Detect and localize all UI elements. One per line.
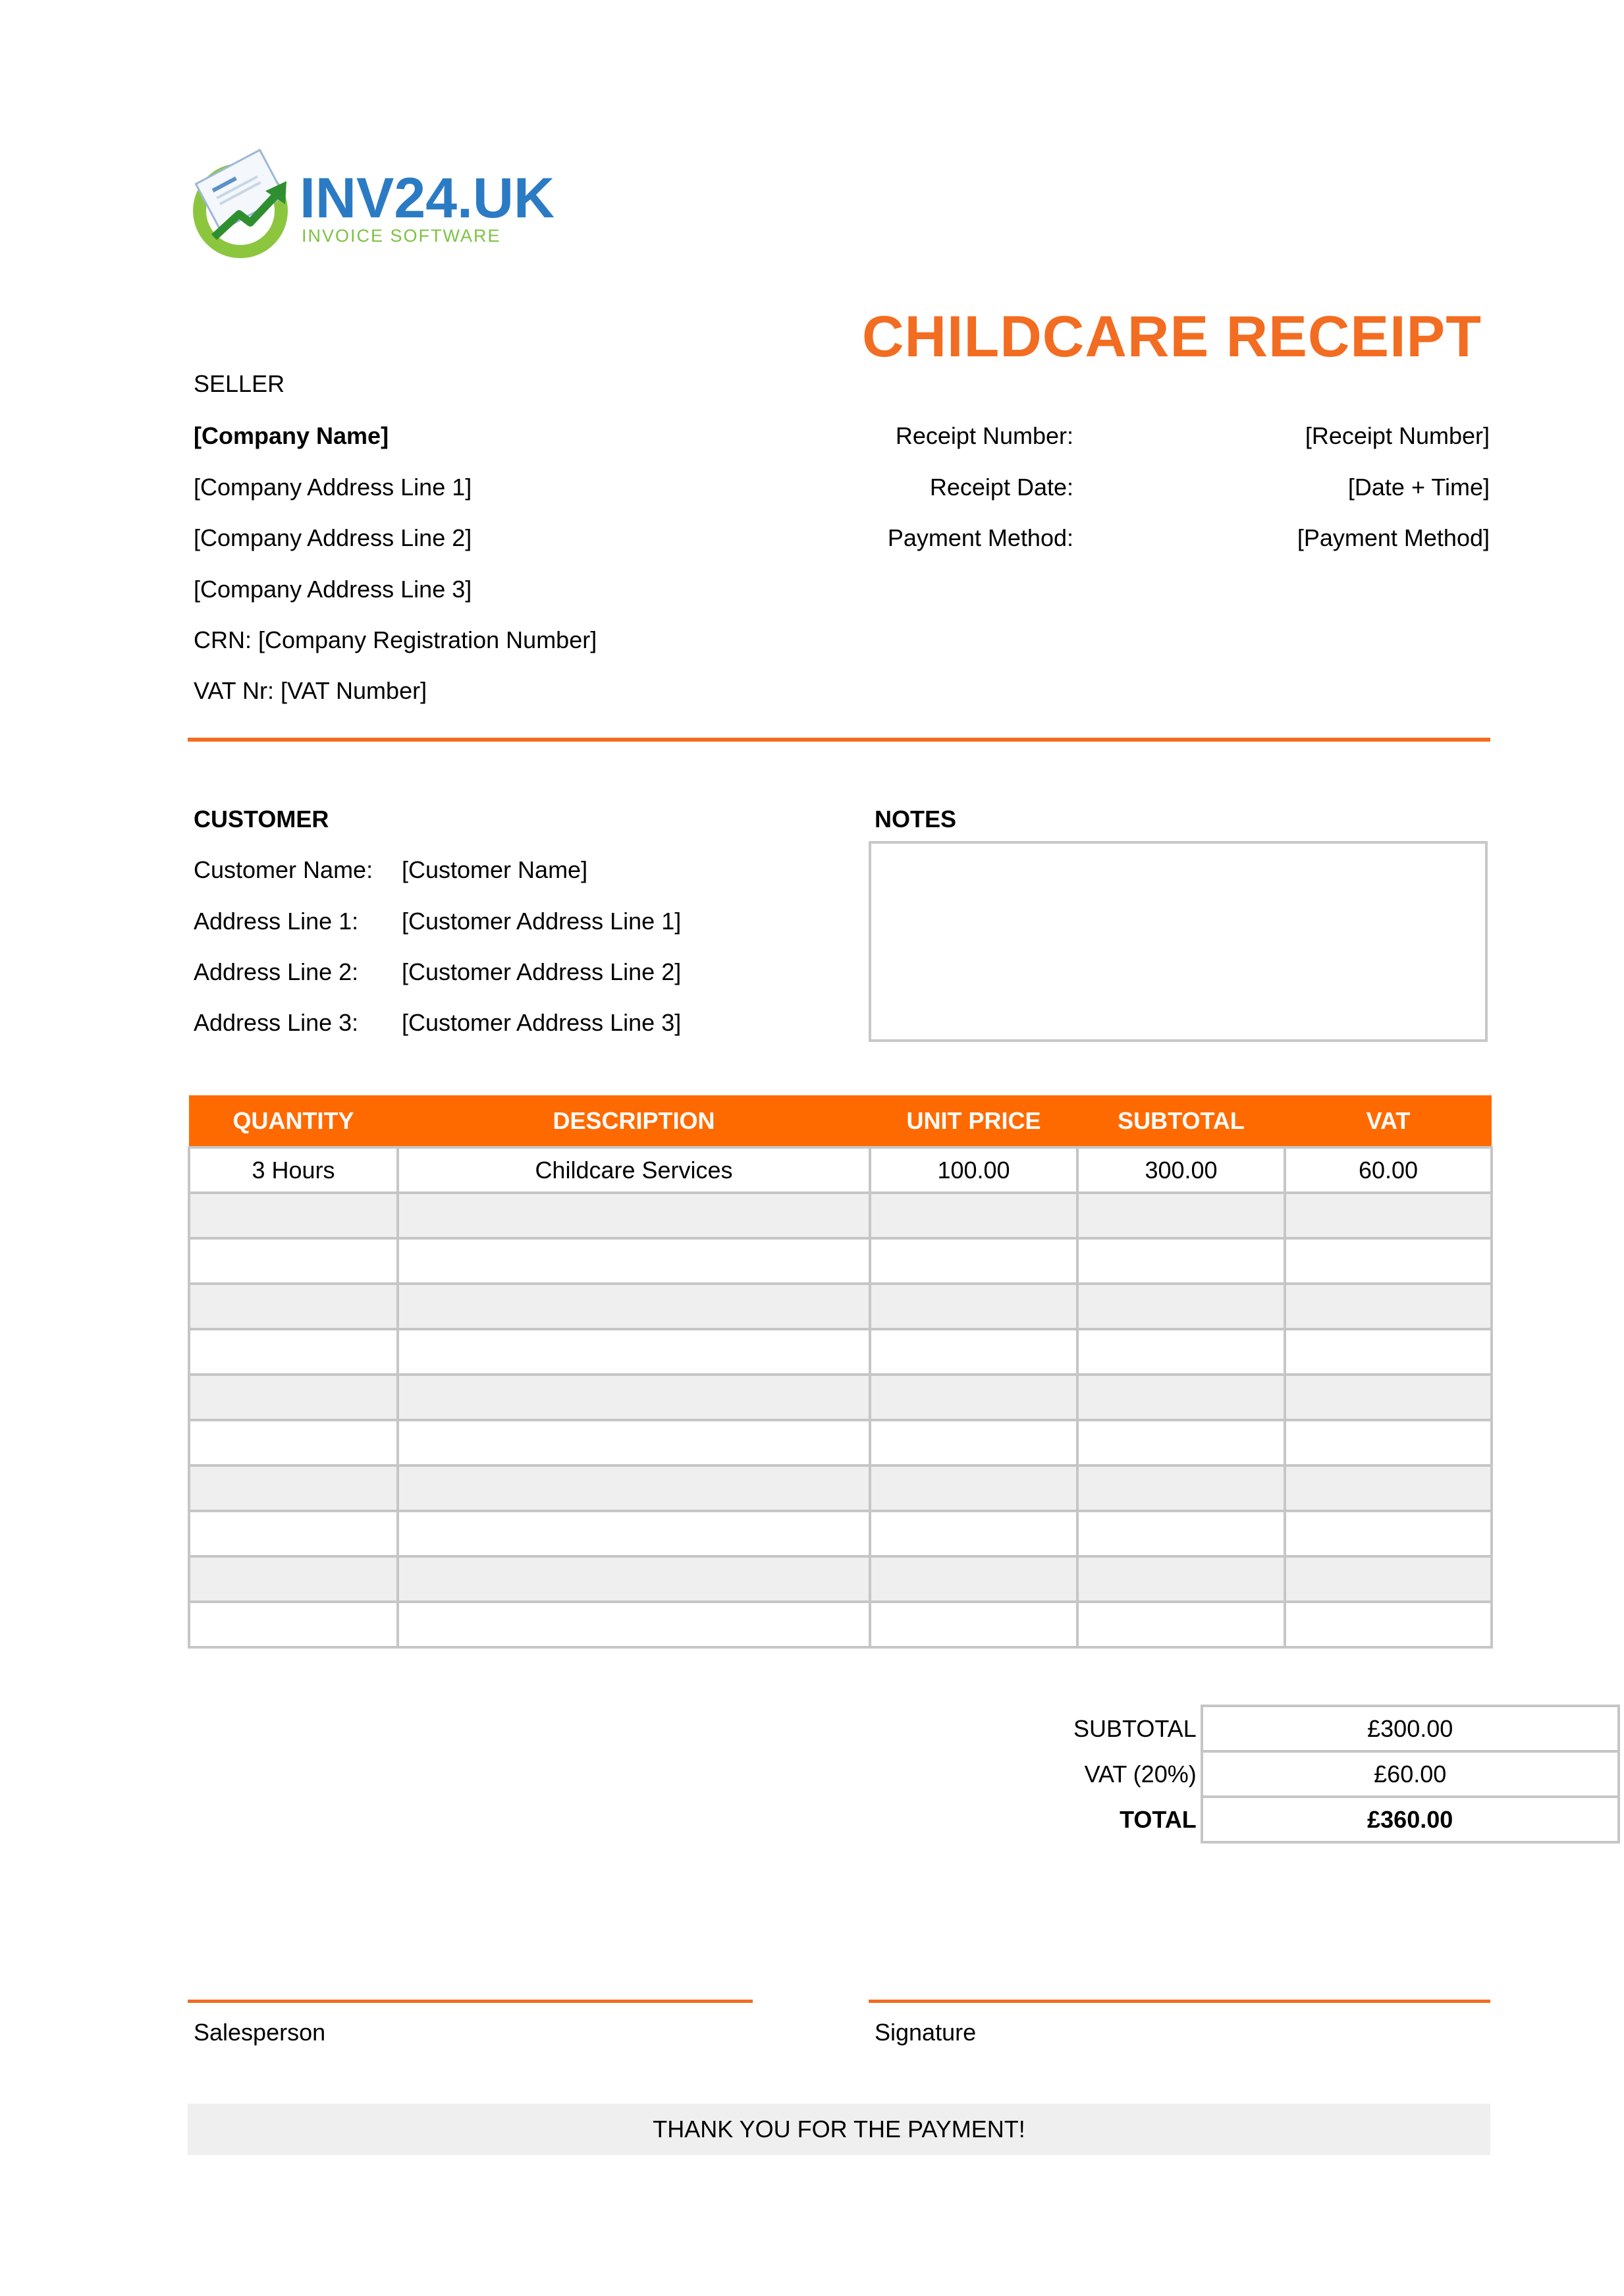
seller-vat-number: VAT Nr: [VAT Number] — [194, 677, 427, 704]
items-table — [188, 1095, 1493, 1649]
empty-cell[interactable] — [189, 1284, 398, 1329]
empty-cell[interactable] — [1285, 1420, 1492, 1465]
empty-cell[interactable] — [870, 1284, 1077, 1329]
grand-total-value: £360.00 — [1202, 1797, 1619, 1842]
table-row — [189, 1147, 1492, 1193]
empty-cell[interactable] — [189, 1511, 398, 1556]
seller-crn: CRN: [Company Registration Number] — [194, 626, 597, 653]
empty-cell[interactable] — [1077, 1465, 1285, 1511]
empty-cell[interactable] — [870, 1511, 1077, 1556]
salesperson-label: Salesperson — [194, 2019, 326, 2046]
receipt-title: CHILDCARE RECEIPT — [861, 304, 1482, 369]
vat-total-value: £60.00 — [1202, 1751, 1619, 1797]
subtotal-label: SUBTOTAL — [1073, 1714, 1197, 1742]
cell-subtotal[interactable]: 300.00 — [1077, 1147, 1285, 1193]
empty-cell[interactable] — [398, 1465, 870, 1511]
customer-address-3-label: Address Line 3: — [194, 1009, 359, 1036]
empty-cell[interactable] — [189, 1556, 398, 1602]
totals-row-vat — [1073, 1751, 1619, 1797]
empty-cell[interactable] — [1077, 1238, 1285, 1284]
empty-cell[interactable] — [398, 1511, 870, 1556]
empty-cell[interactable] — [1077, 1420, 1285, 1465]
empty-cell[interactable] — [1285, 1511, 1492, 1556]
empty-cell[interactable] — [1077, 1284, 1285, 1329]
empty-cell[interactable] — [398, 1420, 870, 1465]
empty-cell[interactable] — [189, 1193, 398, 1238]
empty-cell[interactable] — [870, 1329, 1077, 1375]
empty-cell[interactable] — [189, 1238, 398, 1284]
payment-method-label: Payment Method: — [887, 524, 1073, 551]
empty-cell[interactable] — [870, 1375, 1077, 1420]
seller-heading: SELLER — [194, 370, 285, 397]
empty-cell[interactable] — [189, 1420, 398, 1465]
empty-cell[interactable] — [189, 1465, 398, 1511]
totals-table — [1073, 1705, 1620, 1844]
empty-cell[interactable] — [1285, 1602, 1492, 1647]
table-row — [189, 1329, 1492, 1375]
thank-you-banner — [188, 2104, 1490, 2155]
empty-cell[interactable] — [398, 1238, 870, 1284]
payment-method-value: [Payment Method] — [1297, 524, 1490, 551]
table-row — [189, 1602, 1492, 1647]
empty-cell[interactable] — [189, 1602, 398, 1647]
seller-address-line-1: [Company Address Line 1] — [194, 474, 472, 501]
table-row — [189, 1238, 1492, 1284]
empty-cell[interactable] — [870, 1238, 1077, 1284]
customer-address-2-value: [Customer Address Line 2] — [402, 958, 682, 985]
table-row — [189, 1284, 1492, 1329]
customer-address-2-label: Address Line 2: — [194, 958, 359, 985]
company-logo — [188, 151, 555, 263]
empty-cell[interactable] — [1077, 1602, 1285, 1647]
logo-brand-text: INV24.UK — [300, 167, 555, 230]
signature-line — [869, 2000, 1490, 2003]
section-divider — [188, 738, 1490, 742]
thank-you-text: THANK YOU FOR THE PAYMENT! — [653, 2116, 1025, 2143]
column-header-unit-price: UNIT PRICE — [870, 1095, 1077, 1147]
notes-heading: NOTES — [875, 806, 957, 833]
seller-address-line-2: [Company Address Line 2] — [194, 524, 472, 551]
empty-cell[interactable] — [1285, 1284, 1492, 1329]
vat-total-label: VAT (20%) — [1084, 1760, 1197, 1788]
totals-row-total — [1073, 1797, 1619, 1842]
customer-address-1-value: [Customer Address Line 1] — [402, 908, 682, 935]
subtotal-value: £300.00 — [1202, 1706, 1619, 1751]
table-row — [189, 1465, 1492, 1511]
table-row — [189, 1556, 1492, 1602]
logo-tagline-text: INVOICE SOFTWARE — [302, 226, 501, 246]
empty-cell[interactable] — [1285, 1238, 1492, 1284]
signature-label: Signature — [875, 2019, 977, 2046]
empty-cell[interactable] — [398, 1193, 870, 1238]
column-header-subtotal: SUBTOTAL — [1077, 1095, 1285, 1147]
table-header-row — [189, 1095, 1492, 1147]
empty-cell[interactable] — [1285, 1556, 1492, 1602]
empty-cell[interactable] — [1077, 1329, 1285, 1375]
table-row — [189, 1193, 1492, 1238]
empty-cell[interactable] — [870, 1193, 1077, 1238]
customer-name-label: Customer Name: — [194, 856, 373, 883]
grand-total-label: TOTAL — [1120, 1805, 1197, 1833]
receipt-number-value: [Receipt Number] — [1305, 422, 1490, 449]
salesperson-line — [188, 2000, 753, 2003]
empty-cell[interactable] — [398, 1329, 870, 1375]
receipt-number-label: Receipt Number: — [895, 422, 1073, 449]
cell-vat[interactable]: 60.00 — [1285, 1147, 1492, 1193]
table-row — [189, 1375, 1492, 1420]
column-header-vat: VAT — [1285, 1095, 1492, 1147]
empty-cell[interactable] — [1077, 1511, 1285, 1556]
empty-cell[interactable] — [870, 1602, 1077, 1647]
column-header-quantity: QUANTITY — [189, 1095, 398, 1147]
empty-cell[interactable] — [189, 1375, 398, 1420]
empty-cell[interactable] — [189, 1329, 398, 1375]
empty-cell[interactable] — [398, 1375, 870, 1420]
table-row — [189, 1420, 1492, 1465]
empty-cell[interactable] — [1285, 1465, 1492, 1511]
empty-cell[interactable] — [398, 1602, 870, 1647]
empty-cell[interactable] — [1077, 1556, 1285, 1602]
empty-cell[interactable] — [398, 1284, 870, 1329]
cell-description[interactable]: Childcare Services — [398, 1147, 870, 1193]
empty-cell[interactable] — [870, 1465, 1077, 1511]
empty-cell[interactable] — [398, 1556, 870, 1602]
customer-address-3-value: [Customer Address Line 3] — [402, 1009, 682, 1036]
empty-cell[interactable] — [1077, 1375, 1285, 1420]
customer-name-value: [Customer Name] — [402, 856, 588, 883]
receipt-date-value: [Date + Time] — [1347, 474, 1490, 501]
table-row — [189, 1511, 1492, 1556]
seller-address-line-3: [Company Address Line 3] — [194, 576, 472, 603]
cell-quantity[interactable]: 3 Hours — [189, 1147, 398, 1193]
receipt-date-label: Receipt Date: — [929, 474, 1073, 501]
empty-cell[interactable] — [1285, 1193, 1492, 1238]
empty-cell[interactable] — [870, 1420, 1077, 1465]
column-header-description: DESCRIPTION — [398, 1095, 870, 1147]
seller-company-name: [Company Name] — [194, 422, 389, 449]
empty-cell[interactable] — [870, 1556, 1077, 1602]
empty-cell[interactable] — [1077, 1193, 1285, 1238]
empty-cell[interactable] — [1285, 1375, 1492, 1420]
totals-row-subtotal — [1073, 1706, 1619, 1751]
notes-field[interactable] — [869, 841, 1488, 1042]
cell-unit-price[interactable]: 100.00 — [870, 1147, 1077, 1193]
empty-cell[interactable] — [1285, 1329, 1492, 1375]
customer-heading: CUSTOMER — [194, 806, 329, 833]
customer-address-1-label: Address Line 1: — [194, 908, 359, 935]
